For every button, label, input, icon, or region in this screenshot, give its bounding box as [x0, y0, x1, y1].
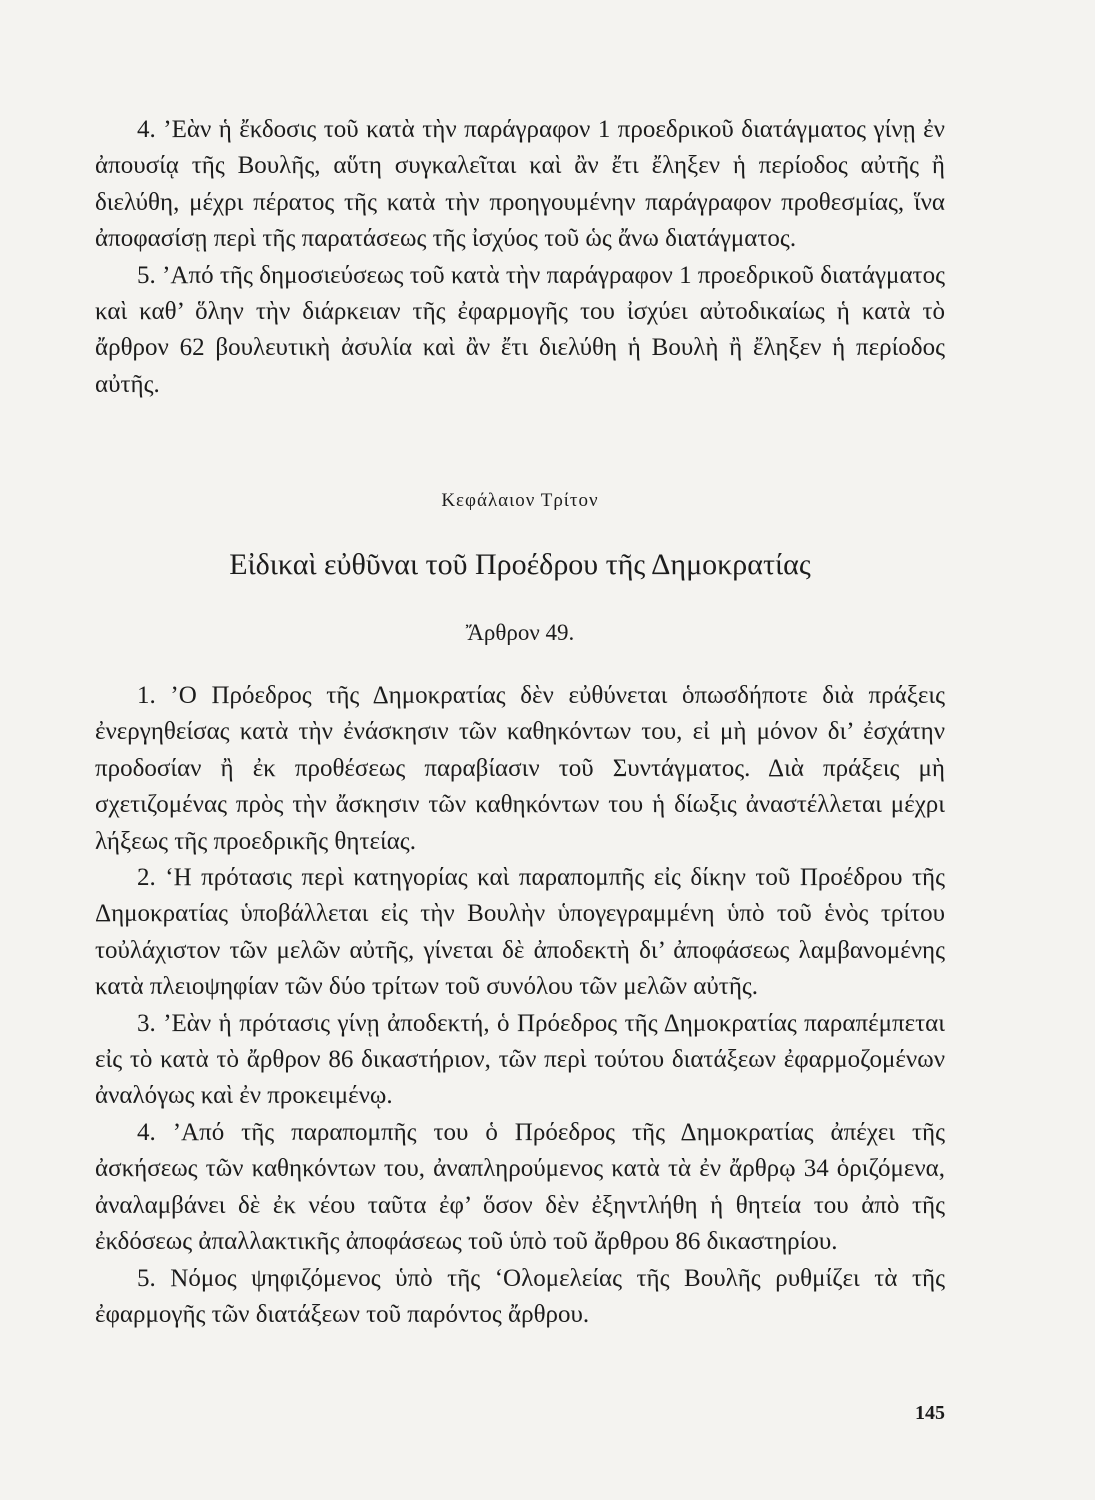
page-number: 145	[915, 1402, 945, 1424]
article-paragraph-4: 4. ’Από τῆς παραπομπῆς του ὁ Πρόεδρος τῆς Δημοκρατίας ἀπέχει τῆς ἀσκήσεως τῶν καθηκόντων του, ἀναπληρούμενος κατὰ τὰ ἐν ἄρθρῳ 34 ὁριζόμενα, ἀναλαμβάνει δὲ ἐκ νέου ταῦτα ἐφ’ ὅσον δὲν ἐξηντλήθη ἡ θητεία του ἀπὸ τῆς ἐκδόσεως ἀπαλλακτικῆς ἀποφάσεως τοῦ ὑπὸ τοῦ ἄρθρου 86 δικαστηρίου.	[95, 1118, 945, 1256]
paragraph-5-prev: 5. ’Από τῆς δημοσιεύσεως τοῦ κατὰ τὴν παράγραφον 1 προεδρικοῦ διατάγματος καὶ καθ’ ὅλην τὴν διάρκειαν τῆς ἐφαρμογῆς του ἰσχύει αὐτοδικαίως ἡ κατὰ τὸ ἄρθρον 62 βουλευτικὴ ἀσυλία καὶ ἂν ἔτι διελύθη ἡ Βουλὴ ἢ ἔληξεν ἡ περίοδος αὐτῆς.	[95, 261, 945, 398]
article-paragraph-5: 5. Νόμος ψηφιζόμενος ὑπὸ τῆς ‘Ολομελείας τῆς Βουλῆς ρυθμίζει τὰ τῆς ἐφαρμογῆς τῶν διατάξεων τοῦ παρόντος ἄρθρου.	[95, 1264, 945, 1328]
paragraph-4-prev: 4. ’Εὰν ἡ ἔκδοσις τοῦ κατὰ τὴν παράγραφον 1 προεδρικοῦ διατάγματος γίνῃ ἐν ἀπουσίᾳ τῆς Βουλῆς, αὕτη συγκαλεῖται καὶ ἂν ἔτι ἔληξεν ἡ περίοδος αὐτῆς ἢ διελύθη, μέχρι πέρατος τῆς κατὰ τὴν προηγουμένην παράγραφον προθεσμίας, ἵνα ἀποφασίσῃ περὶ τῆς παρατάσεως τῆς ἰσχύος τοῦ ὡς ἄνω διατάγματος.	[95, 116, 945, 253]
previous-article-block	[95, 112, 945, 403]
article-49-block	[95, 678, 945, 1333]
chapter-title: Εἰδικαὶ εὐθῦναι τοῦ Προέδρου τῆς Δημοκρατίας	[229, 548, 811, 581]
chapter-label: Κεφάλαιον Τρίτον	[441, 490, 599, 511]
article-paragraph-1: 1. ’Ο Πρόεδρος τῆς Δημοκρατίας δὲν εὐθύνεται ὁπωσδήποτε διὰ πράξεις ἐνεργηθείσας κατὰ τὴν ἐνάσκησιν τῶν καθηκόντων του, εἰ μὴ μόνον δι’ ἐσχάτην προδοσίαν ἢ ἐκ προθέσεως παραβίασιν τοῦ Συντάγματος. Διὰ πράξεις μὴ σχετιζομένας πρὸς τὴν ἄσκησιν τῶν καθηκόντων του ἡ δίωξις ἀναστέλλεται μέχρι λήξεως τῆς προεδρικῆς θητείας.	[95, 682, 945, 855]
article-paragraph-2: 2. ‘Η πρότασις περὶ κατηγορίας καὶ παραπομπῆς εἰς δίκην τοῦ Προέδρου τῆς Δημοκρατίας ὑποβάλλεται εἰς τὴν Βουλὴν ὑπογεγραμμένη ὑπὸ τοῦ ἑνὸς τρίτου τοὐλάχιστον τῶν μελῶν αὐτῆς, γίνεται δὲ ἀποδεκτὴ δι’ ἀποφάσεως λαμβανομένης κατὰ πλειοψηφίαν τῶν δύο τρίτων τοῦ συνόλου τῶν μελῶν αὐτῆς.	[95, 864, 945, 1001]
article-label: Ἄρθρον 49.	[465, 620, 575, 645]
article-paragraph-3: 3. ’Εὰν ἡ πρότασις γίνῃ ἀποδεκτή, ὁ Πρόεδρος τῆς Δημοκρατίας παραπέμπεται εἰς τὸ κατὰ τὸ ἄρθρον 86 δικαστήριον, τῶν περὶ τούτου διατάξεων ἐφαρμοζομένων ἀναλόγως καὶ ἐν προκειμένῳ.	[95, 1009, 945, 1110]
